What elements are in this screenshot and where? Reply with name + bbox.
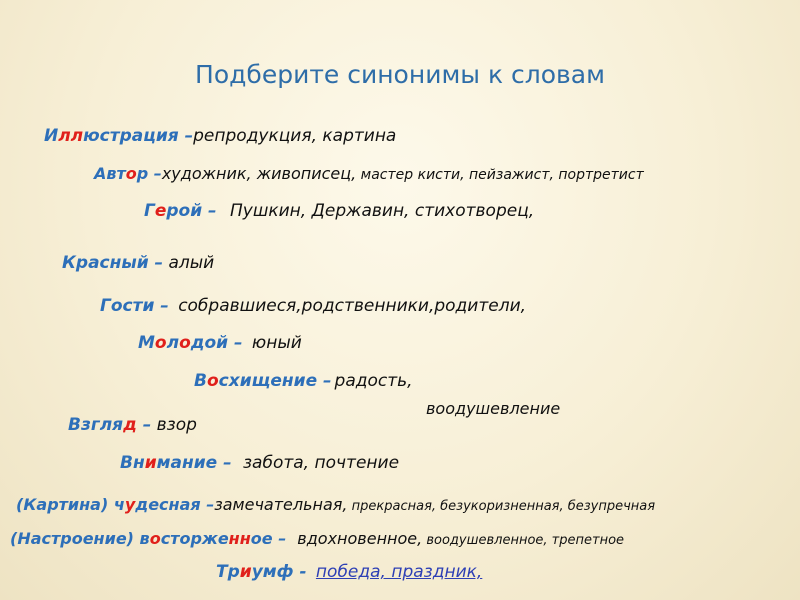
synonym-row-wonderful xyxy=(16,495,655,514)
synonyms-text: радость, xyxy=(334,371,413,391)
synonyms-text: собравшиеся,родственники,родители, xyxy=(178,296,527,316)
synonym-row-red xyxy=(62,253,214,273)
synonyms-text: Пушкин, Державин, стихотворец, xyxy=(229,201,535,221)
synonyms-link[interactable]: победа, праздник, xyxy=(315,562,483,582)
synonym-row-author xyxy=(94,164,644,183)
term-word: Герой – xyxy=(144,201,217,221)
synonym-row-mood xyxy=(10,529,624,548)
synonym-row-young xyxy=(138,333,302,353)
synonyms-text-small: мастер кисти, пейзажист, портретист xyxy=(356,167,644,183)
term-word: (Настроение) восторженное – xyxy=(10,529,287,548)
term-word: (Картина) чудесная – xyxy=(16,495,215,514)
term-word: Молодой – xyxy=(138,333,243,353)
synonyms-text-small: воодушевленное, трепетное xyxy=(422,533,625,548)
synonyms-text: репродукция, картина xyxy=(193,126,397,146)
synonym-row-guests xyxy=(100,296,526,316)
synonyms-text: взор xyxy=(156,415,197,435)
synonyms-text: воодушевление xyxy=(426,399,561,418)
synonym-row-admiration xyxy=(194,371,413,391)
synonyms-text: замечательная, xyxy=(214,495,348,514)
slide-title: Подберите синонимы к словам xyxy=(195,60,605,89)
term-word: Иллюстрация – xyxy=(44,126,194,146)
synonym-row-admiration-continued xyxy=(426,399,560,418)
term-word: Триумф - xyxy=(216,562,307,582)
synonyms-text: художник, живописец, xyxy=(161,164,357,183)
synonym-row-hero xyxy=(144,201,534,221)
synonyms-text: юный xyxy=(251,333,302,353)
term-word: Красный – xyxy=(62,253,164,273)
synonym-row-attention xyxy=(120,453,399,473)
synonyms-text: вдохновенное, xyxy=(297,529,423,548)
term-word: Восхищение – xyxy=(194,371,332,391)
term-word: Гости – xyxy=(100,296,169,316)
term-word: Взгляд – xyxy=(68,415,152,435)
synonyms-text: алый xyxy=(168,253,215,273)
term-word: Автор – xyxy=(94,164,162,183)
synonyms-text-small: прекрасная, безукоризненная, безупречная xyxy=(347,499,656,514)
synonym-row-glance xyxy=(68,415,197,435)
synonym-row-illustration xyxy=(44,126,396,146)
synonyms-text: забота, почтение xyxy=(243,453,400,473)
term-word: Внимание – xyxy=(120,453,232,473)
synonym-row-triumph xyxy=(216,562,482,582)
